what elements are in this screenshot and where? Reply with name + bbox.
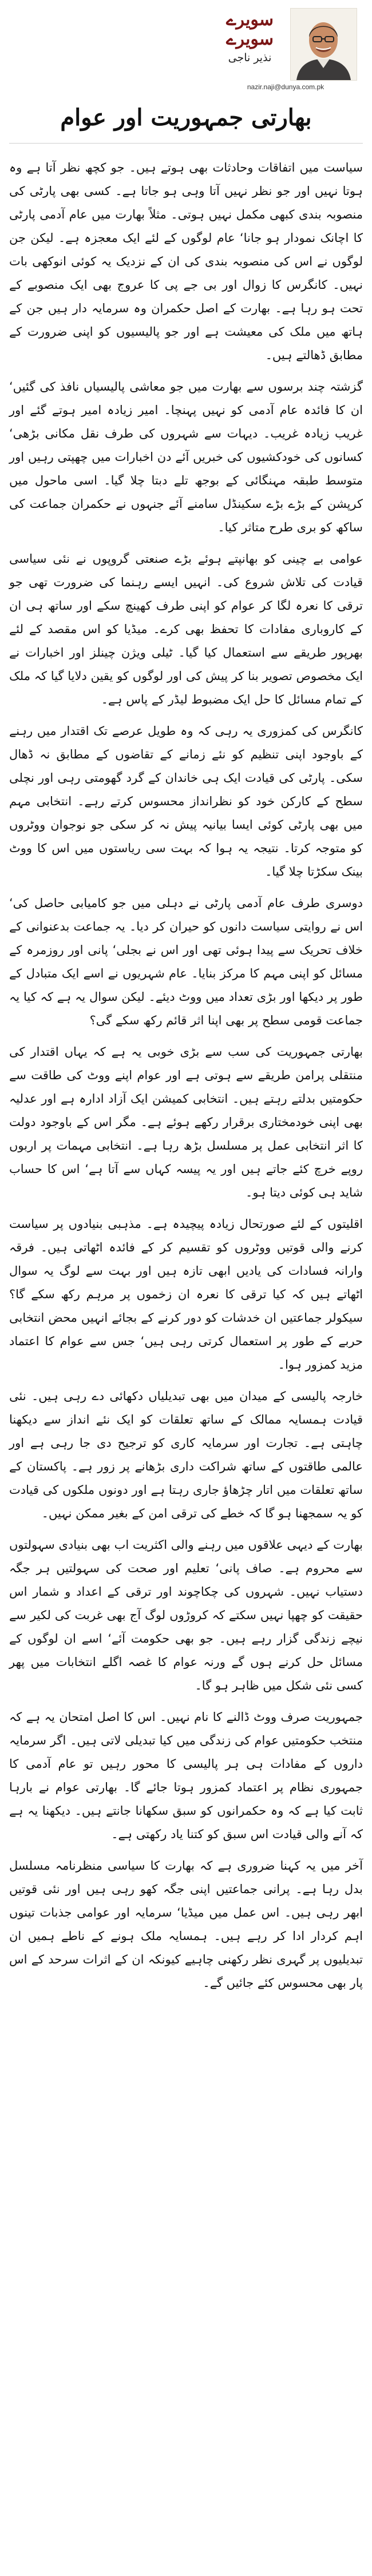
article-paragraph: عوامی بے چینی کو بھانپتے ہوئے بڑے صنعتی گروپوں نے نئی سیاسی قیادت کی تلاش شروع کی۔ انہیں ایسے رہنما کی ضرورت تھی جو ترقی کا نعرہ لگا کر عوام کو اپنی طرف کھینچ سکے اور ساتھ ہی ان کے کاروباری مفادات کا تحفظ بھی کرے۔ میڈیا کو اس مقصد کے لئے بھرپور طریقے سے استعمال کیا گیا۔ ٹیلی ویژن چینلز اور اخبارات نے ایک مخصوص تصویر بنا کر پیش کی اور لوگوں کو یقین دلایا گیا کہ ملک کے تمام مسائل کا حل ایک مضبوط لیڈر کے پاس ہے۔	[9, 552, 363, 706]
author-block	[214, 8, 357, 94]
article-paragraph: گزشتہ چند برسوں سے بھارت میں جو معاشی پالیسیاں نافذ کی گئیں‘ ان کا فائدہ عام آدمی کو نہیں پہنچا۔ امیر زیادہ امیر ہوتے گئے اور غریب زیادہ غریب۔ دیہات سے شہروں کی طرف نقل مکانی بڑھی‘ کسانوں کی خودکشیوں کی خبریں آئے دن اخبارات میں چھپتی رہیں اور متوسط طبقہ مہنگائی کے بوجھ تلے دبتا چلا گیا۔ اسی ماحول میں کرپشن کے بڑے بڑے سکینڈل سامنے آئے جنہوں نے حکمران جماعت کی ساکھ کو بری طرح متاثر کیا۔	[9, 380, 363, 534]
article-paragraph: آخر میں یہ کہنا ضروری ہے کہ بھارت کا سیاسی منظرنامہ مسلسل بدل رہا ہے۔ پرانی جماعتیں اپنی جگہ کھو رہی ہیں اور نئی قوتیں ابھر رہی ہیں۔ اس عمل میں میڈیا‘ سرمایہ اور عوامی جذبات تینوں اہم کردار ادا کر رہے ہیں۔ ہمسایہ ملک ہونے کے ناطے ہمیں ان تبدیلیوں پر گہری نظر رکھنی چاہیے کیونکہ ان کے اثرات سرحد کے اس پار بھی محسوس کئے جائیں گے۔	[9, 1859, 363, 1990]
author-portrait-icon	[291, 9, 357, 80]
writer-email[interactable]: nazir.naji@dunya.com.pk	[247, 83, 324, 91]
column-brand	[214, 10, 286, 64]
article-paragraph: سیاست میں اتفاقات وحادثات بھی ہوتے ہیں۔ جو کچھ نظر آتا ہے وہ ہوتا نہیں اور جو نظر نہیں آتا وہی ہو جاتا ہے۔ کسی بھی پارٹی کی منصوبہ بندی کبھی مکمل نہیں ہوتی۔ مثلاً بھارت میں عام آدمی پارٹی کا اچانک نمودار ہو جانا‘ عام لوگوں کے لئے ایک معجزہ ہے۔ لیکن جن لوگوں نے اس کی منصوبہ بندی کی ان کے نزدیک یہ کوئی انوکھی بات نہیں۔ کانگرس کا زوال اور بی جے پی کا عروج بھی ایک منصوبے کے تحت ہو رہا ہے۔ بھارت کے اصل حکمران وہ سرمایہ دار ہیں جن کے ہاتھ میں ملک کی معیشت ہے اور جو پالیسیوں کو اپنی ضرورت کے مطابق ڈھالتے ہیں۔	[9, 161, 363, 362]
article-paragraph: جمہوریت صرف ووٹ ڈالنے کا نام نہیں۔ اس کا اصل امتحان یہ ہے کہ منتخب حکومتیں عوام کی زندگی میں کیا تبدیلی لاتی ہیں۔ اگر سرمایہ داروں کے مفادات ہی ہر پالیسی کا محور رہیں تو عام آدمی کا جمہوری نظام پر اعتماد کمزور ہوتا جائے گا۔ بھارتی عوام نے بارہا ثابت کیا ہے کہ وہ حکمرانوں کو سبق سکھانا جانتے ہیں۔ دیکھنا یہ ہے کہ آنے والی قیادت اس سبق کو کتنا یاد رکھتی ہے۔	[9, 1710, 363, 1841]
article-paragraph: خارجہ پالیسی کے میدان میں بھی تبدیلیاں دکھائی دے رہی ہیں۔ نئی قیادت ہمسایہ ممالک کے ساتھ تعلقات کو ایک نئے انداز سے دیکھنا چاہتی ہے۔ تجارت اور سرمایہ کاری کو ترجیح دی جا رہی ہے اور عالمی طاقتوں کے ساتھ شراکت داری بڑھانے پر زور ہے۔ پاکستان کے ساتھ تعلقات میں اتار چڑھاؤ جاری رہتا ہے اور دونوں ملکوں کی قیادت کو یہ سمجھنا ہو گا کہ خطے کی ترقی امن کے بغیر ممکن نہیں۔	[9, 1389, 363, 1520]
article-paragraph: اقلیتوں کے لئے صورتحال زیادہ پیچیدہ ہے۔ مذہبی بنیادوں پر سیاست کرنے والی قوتیں ووٹروں کو تقسیم کر کے فائدہ اٹھاتی ہیں۔ فرقہ وارانہ فسادات کی یادیں ابھی تازہ ہیں اور بہت سے لوگ یہ سوال اٹھاتے ہیں کہ کیا ترقی کا نعرہ ان زخموں پر مرہم رکھ سکے گا؟ سیکولر جماعتیں ان خدشات کو دور کرنے کے بجائے انہیں محض انتخابی حربے کے طور پر استعمال کرتی رہی ہیں‘ جس سے عوام کا اعتماد مزید کمزور ہوا۔	[9, 1217, 363, 1372]
article-body	[9, 156, 363, 1995]
column-brand-name: سویرے سویرے	[225, 10, 274, 49]
author-photo	[290, 8, 357, 81]
article-paragraph: بھارت کے دیہی علاقوں میں رہنے والی اکثریت اب بھی بنیادی سہولتوں سے محروم ہے۔ صاف پانی‘ تعلیم اور صحت کی سہولتیں ہر جگہ دستیاب نہیں۔ شہروں کی چکاچوند اور ترقی کے اعداد و شمار اس حقیقت کو چھپا نہیں سکتے کہ کروڑوں لوگ آج بھی غربت کی لکیر سے نیچے زندگی گزار رہے ہیں۔ جو بھی حکومت آئے‘ اسے ان لوگوں کے مسائل حل کرنے ہوں گے ورنہ عوام کا غصہ اگلے انتخابات میں پھر کسی نئی شکل میں ظاہر ہو گا۔	[9, 1538, 363, 1692]
article-paragraph: دوسری طرف عام آدمی پارٹی نے دہلی میں جو کامیابی حاصل کی‘ اس نے روایتی سیاست دانوں کو حیران کر دیا۔ یہ جماعت بدعنوانی کے خلاف تحریک سے پیدا ہوئی تھی اور اس نے بجلی‘ پانی اور روزمرہ کے مسائل کو اپنی مہم کا مرکز بنایا۔ عام شہریوں نے اسے ایک متبادل کے طور پر دیکھا اور بڑی تعداد میں ووٹ دیئے۔ لیکن سوال یہ ہے کہ کیا یہ جماعت قومی سطح پر بھی اپنا اثر قائم رکھ سکے گی؟	[9, 896, 363, 1027]
column-header	[9, 0, 363, 144]
article-title: بھارتی جمہوریت اور عوام	[60, 104, 312, 131]
article-paragraph: کانگرس کی کمزوری یہ رہی کہ وہ طویل عرصے تک اقتدار میں رہنے کے باوجود اپنی تنظیم کو نئے زمانے کے تقاضوں کے مطابق نہ ڈھال سکی۔ پارٹی کی قیادت ایک ہی خاندان کے گرد گھومتی رہی اور نچلی سطح کے کارکن خود کو نظرانداز محسوس کرتے رہے۔ انتخابی مہم میں بھی پارٹی کوئی ایسا بیانیہ پیش نہ کر سکی جو نوجوان ووٹروں کو متوجہ کرتا۔ نتیجہ یہ ہوا کہ بہت سی ریاستوں میں اس کا ووٹ بینک سکڑتا چلا گیا۔	[9, 724, 363, 878]
article-paragraph: بھارتی جمہوریت کی سب سے بڑی خوبی یہ ہے کہ یہاں اقتدار کی منتقلی پرامن طریقے سے ہوتی ہے اور عوام اپنے ووٹ کی طاقت سے حکومتیں بدلتے رہتے ہیں۔ انتخابی کمیشن ایک آزاد ادارہ ہے اور عدلیہ بھی اپنی خودمختاری برقرار رکھے ہوئے ہے۔ مگر اس کے باوجود دولت کا اثر انتخابی عمل پر مسلسل بڑھ رہا ہے۔ انتخابی مہمات پر اربوں روپے خرچ کئے جاتے ہیں اور یہ پیسہ کہاں سے آتا ہے‘ اس کا حساب شاید ہی کوئی دیتا ہو۔	[9, 1045, 363, 1199]
writer-name: نذیر ناجی	[228, 51, 272, 64]
